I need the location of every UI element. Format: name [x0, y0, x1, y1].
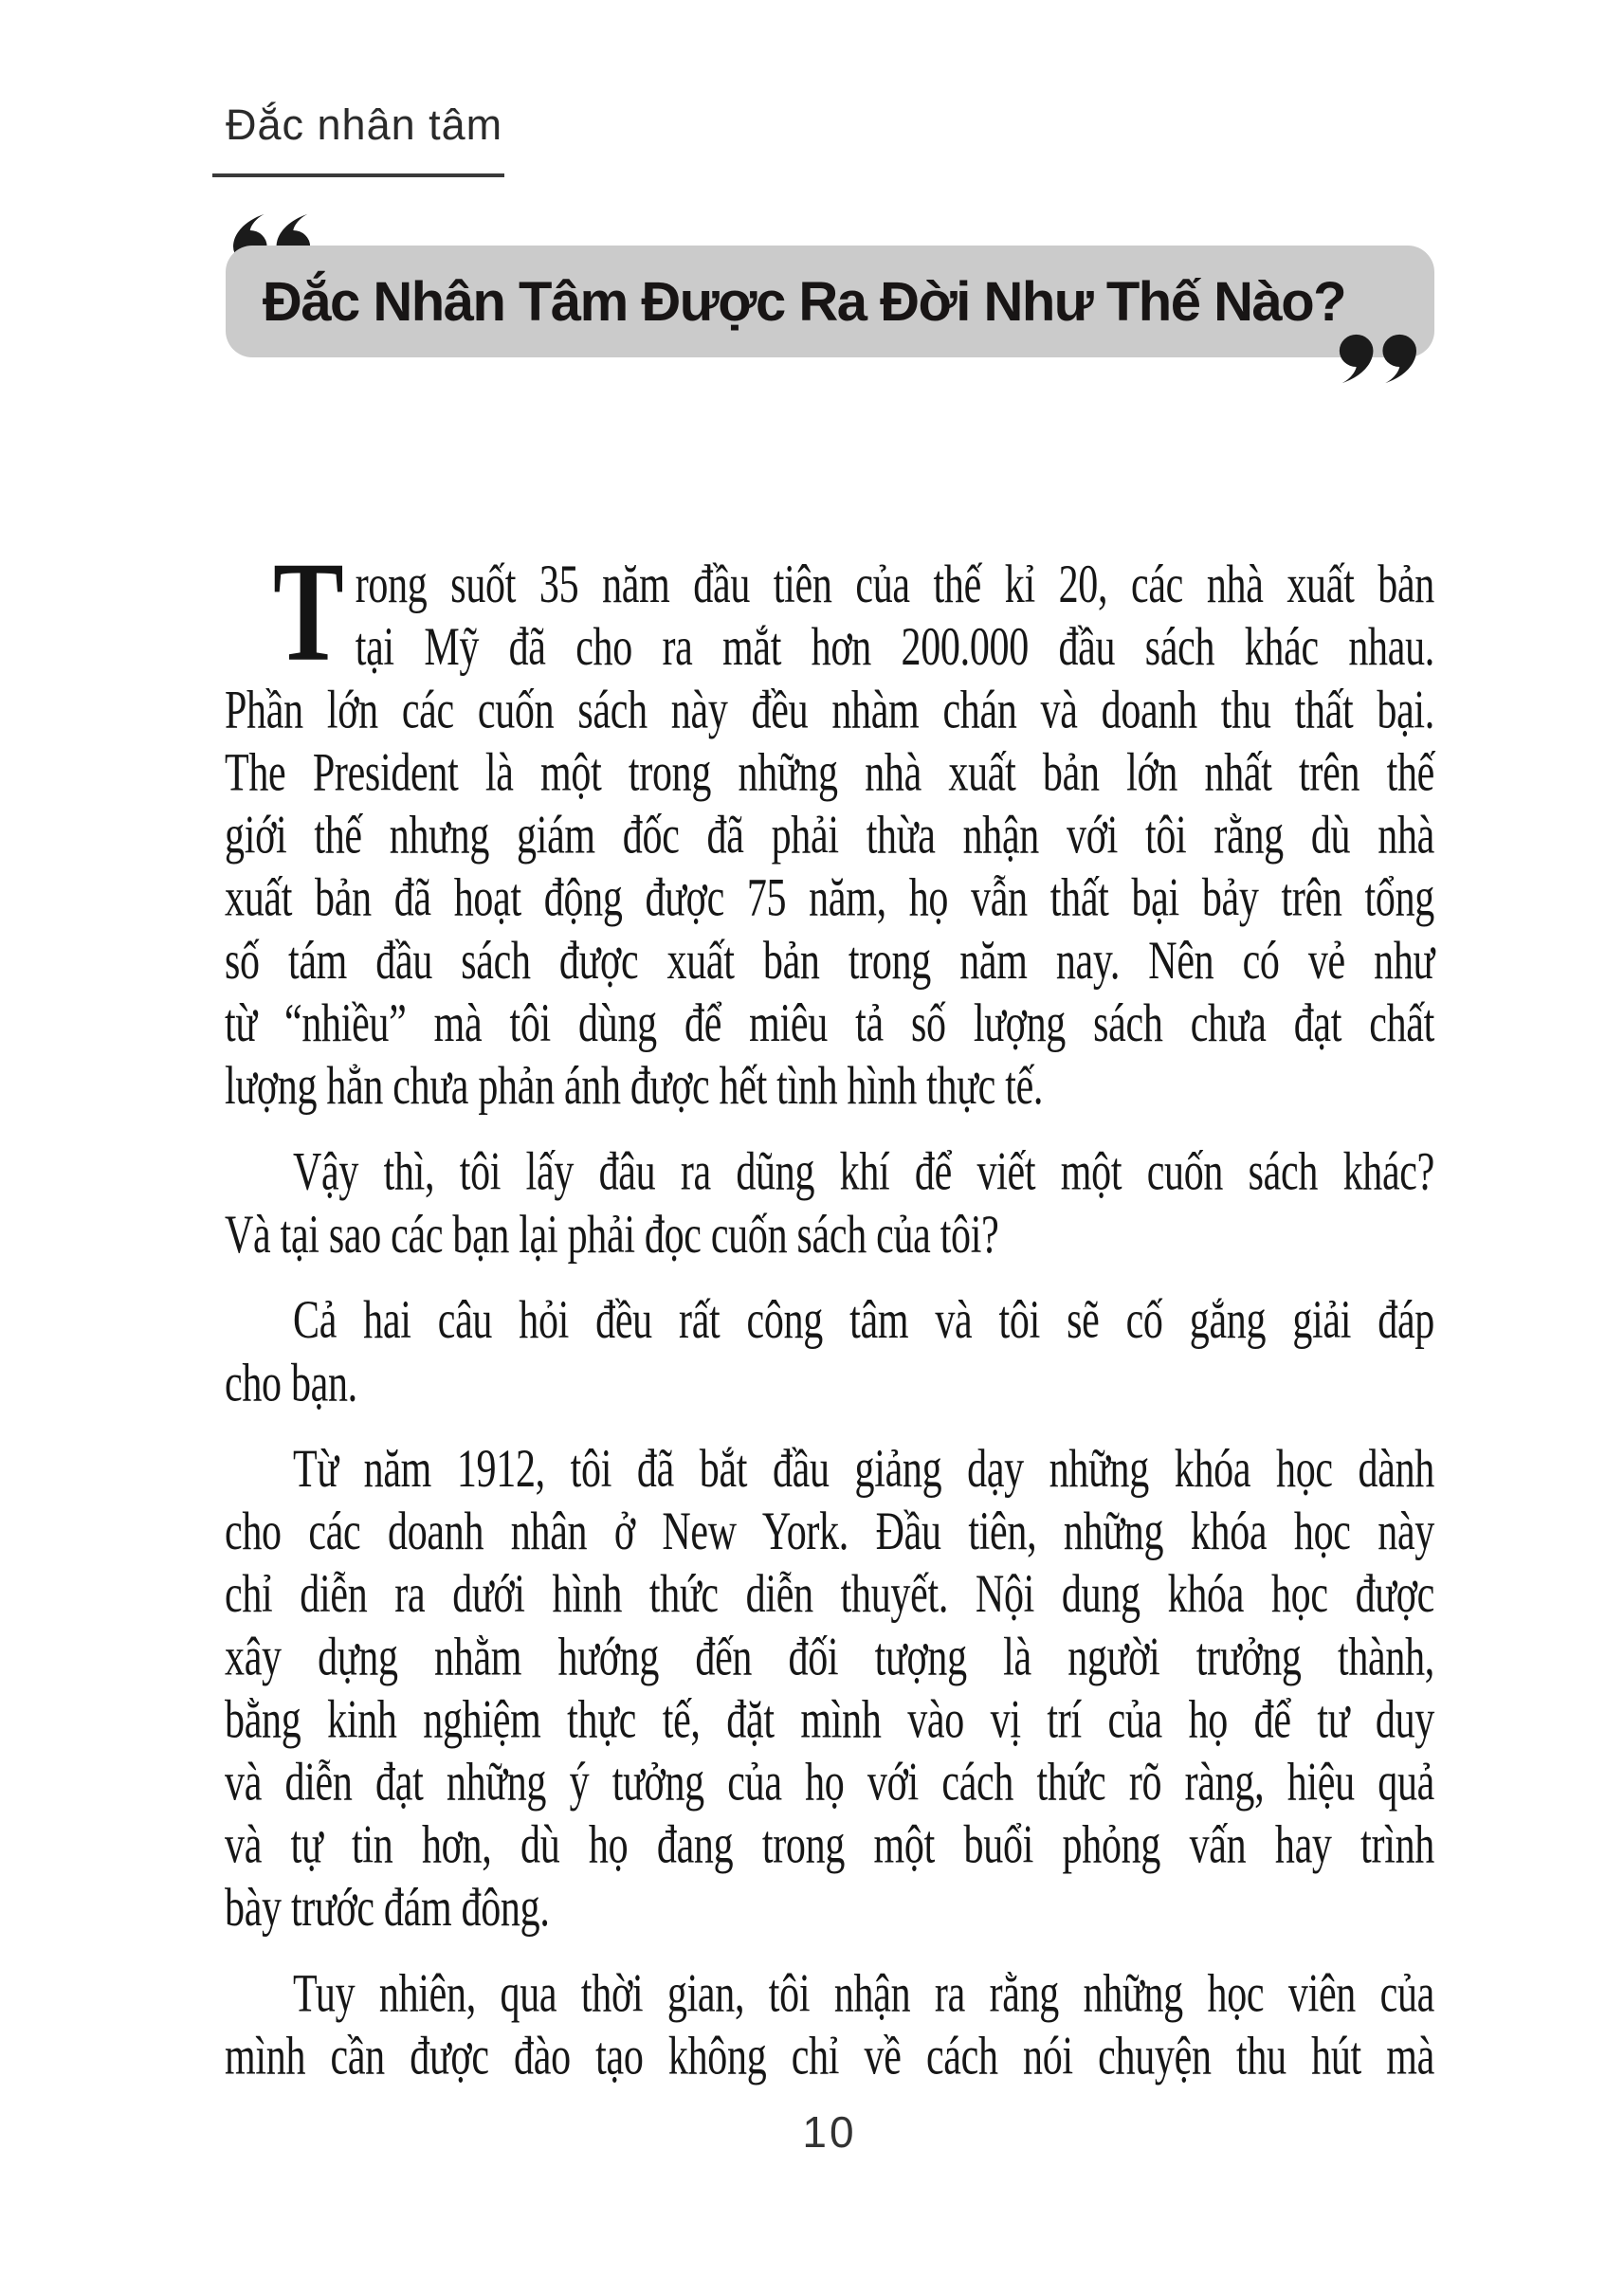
paragraph — [225, 533, 1434, 1119]
text-line: tại Mỹ đã cho ra mắt hơn 200.000 đầu sách khác nhau. — [355, 618, 1434, 678]
text-line: bằng kinh nghiệm thực tế, đặt mình vào vị trí của họ để tư duy — [225, 1690, 1434, 1750]
chapter-title-box — [226, 246, 1434, 357]
chapter-title: Đắc Nhân Tâm Được Ra Đời Như Thế Nào? — [262, 270, 1346, 333]
dropcap-letter: T — [273, 533, 344, 692]
text-line: số tám đầu sách được xuất bản trong năm nay. Nên có vẻ như — [225, 932, 1434, 992]
text-line: cho bạn. — [225, 1354, 357, 1413]
body-text — [225, 533, 1434, 2089]
text-line: từ “nhiều” mà tôi dùng để miêu tả số lượng sách chưa đạt chất — [225, 994, 1434, 1054]
paragraph — [225, 1439, 1434, 1940]
text-line: Tuy nhiên, qua thời gian, tôi nhận ra rằng những học viên của — [293, 1964, 1434, 2024]
text-line: The President là một trong những nhà xuất bản lớn nhất trên thế — [225, 743, 1434, 803]
text-line: cho các doanh nhân ở New York. Đầu tiên, những khóa học này — [225, 1503, 1434, 1562]
paragraph — [225, 1963, 1434, 2088]
paragraph — [225, 1142, 1434, 1267]
paragraph — [225, 1290, 1434, 1415]
text-line: xuất bản đã hoạt động được 75 năm, họ vẫn thất bại bảy trên tổng — [225, 869, 1434, 929]
text-line: chỉ diễn ra dưới hình thức diễn thuyết. Nội dung khóa học được — [225, 1565, 1434, 1625]
text-line: và tự tin hơn, dù họ đang trong một buổi phỏng vấn hay trình — [225, 1816, 1434, 1876]
close-quote-icon — [1337, 332, 1416, 386]
text-line: Vậy thì, tôi lấy đâu ra dũng khí để viết một cuốn sách khác? — [293, 1143, 1434, 1203]
text-line: giới thế nhưng giám đốc đã phải thừa nhận với tôi rằng dù nhà — [225, 806, 1434, 866]
text-line: Và tại sao các bạn lại phải đọc cuốn sách của tôi? — [225, 1206, 999, 1266]
text-line: Từ năm 1912, tôi đã bắt đầu giảng dạy những khóa học dành — [293, 1440, 1434, 1500]
text-line: và diễn đạt những ý tưởng của họ với cách thức rõ ràng, hiệu quả — [225, 1753, 1434, 1813]
running-header-title: Đắc nhân tâm — [226, 100, 503, 149]
text-line: bày trước đám đông. — [225, 1879, 550, 1939]
text-line: Cả hai câu hỏi đều rất công tâm và tôi sẽ cố gắng giải đáp — [293, 1291, 1434, 1351]
text-line: Phần lớn các cuốn sách này đều nhàm chán và doanh thu thất bại. — [225, 681, 1434, 740]
text-line: xây dựng nhằm hướng đến đối tượng là người trưởng thành, — [225, 1628, 1434, 1687]
header-underline — [212, 173, 504, 177]
page-number: 10 — [802, 2107, 857, 2157]
text-line: mình cần được đào tạo không chỉ về cách nói chuyện thu hút mà — [225, 2027, 1434, 2086]
text-line: lượng hẳn chưa phản ánh được hết tình hình thực tế. — [225, 1057, 1044, 1117]
text-line: rong suốt 35 năm đầu tiên của thế kỉ 20, các nhà xuất bản — [355, 556, 1434, 615]
